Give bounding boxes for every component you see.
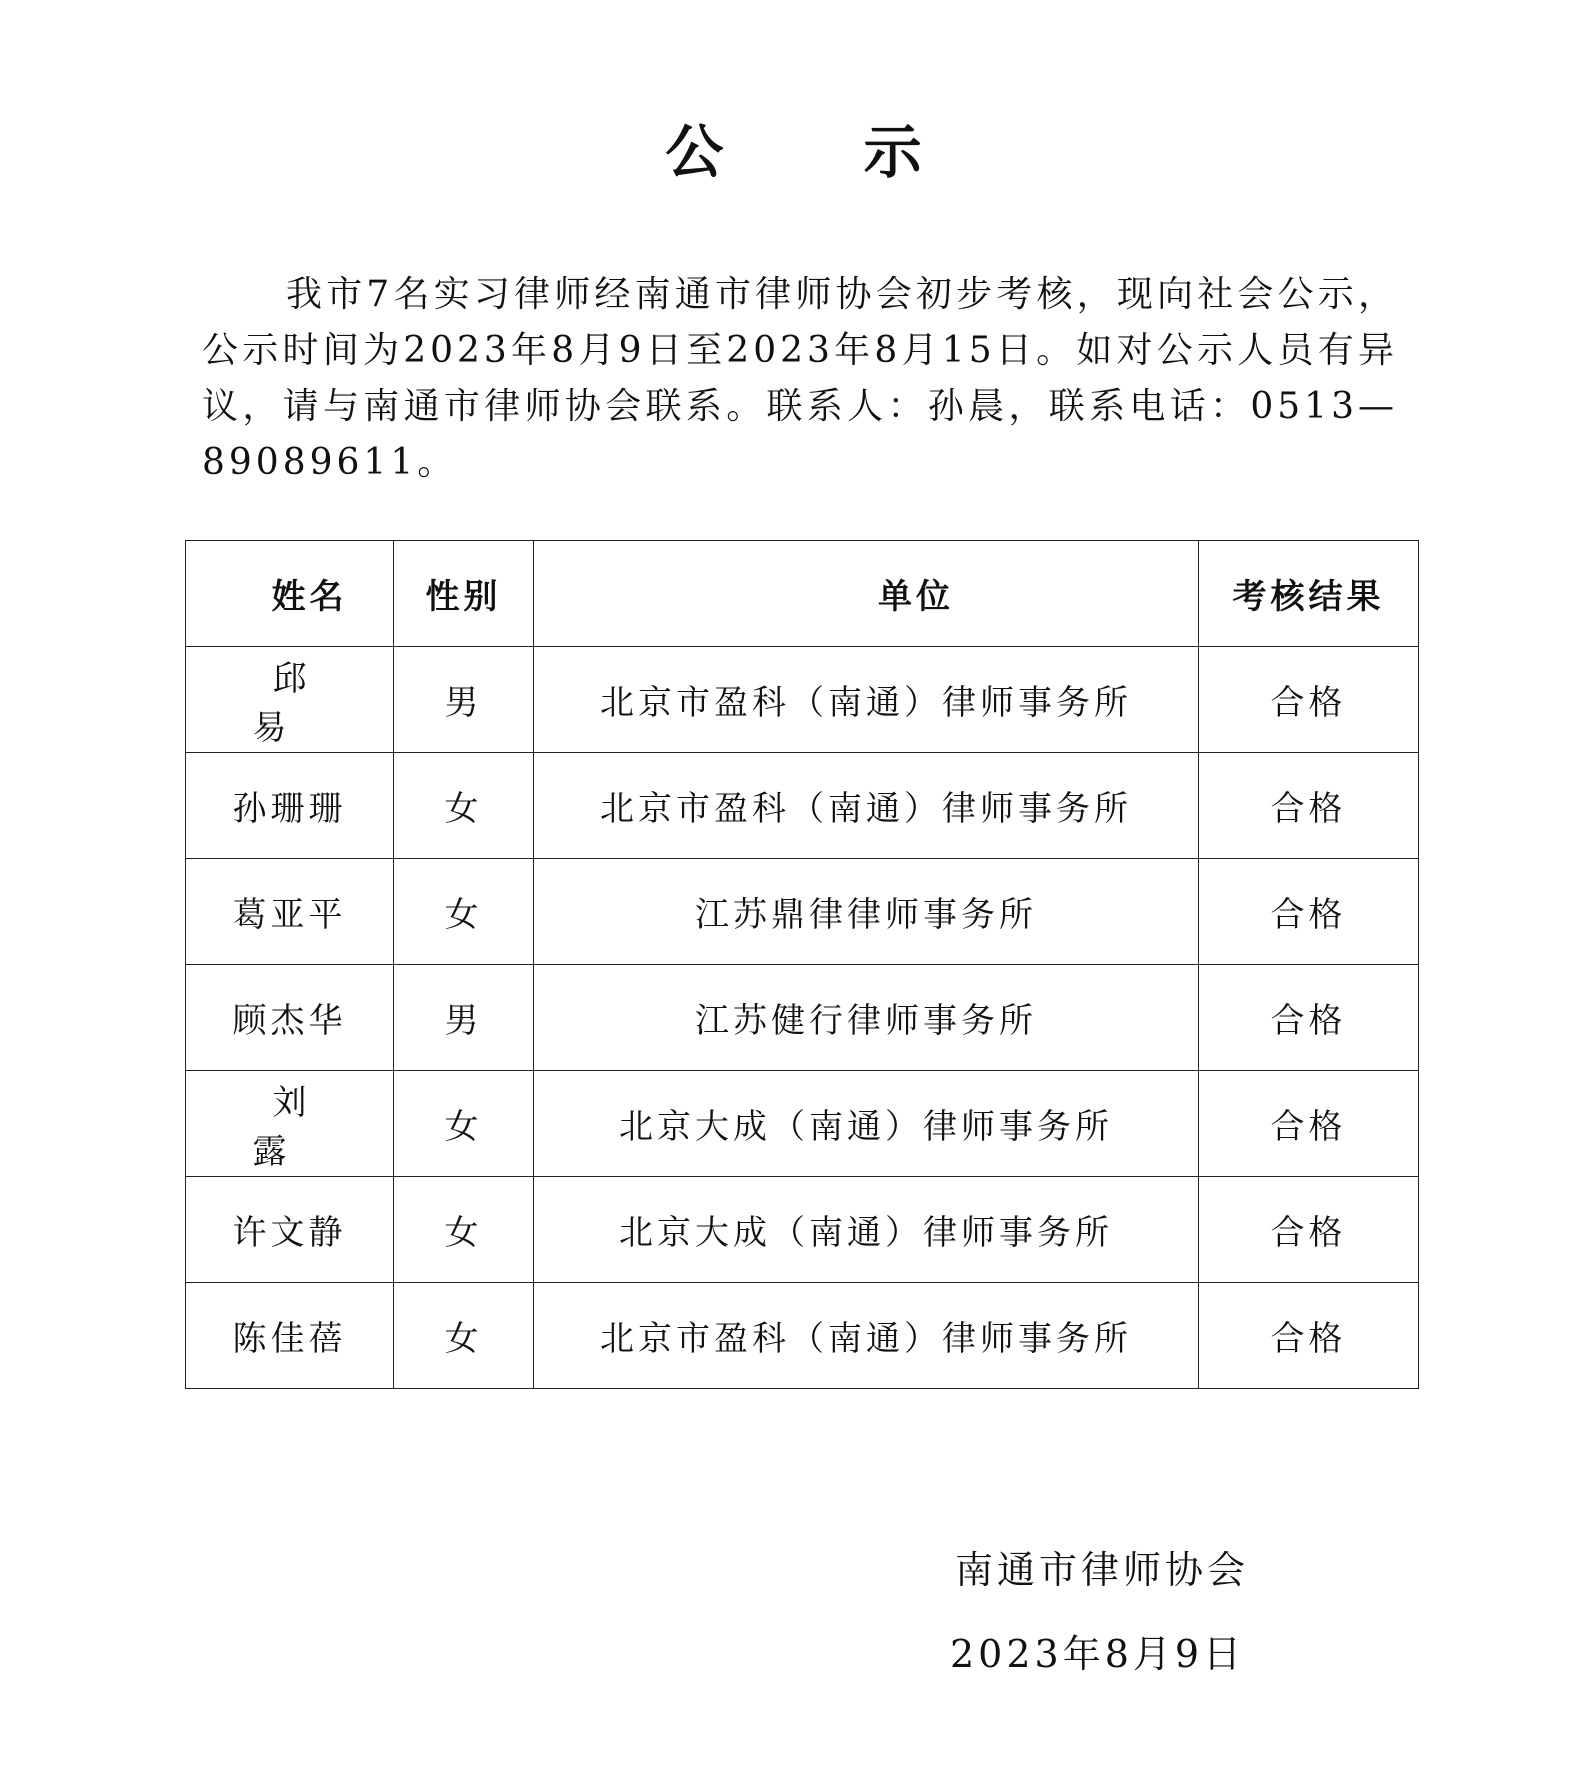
table-row (186, 1283, 1419, 1389)
cell-unit: 北京市盈科（南通）律师事务所 (534, 647, 1199, 753)
cell-gender: 女 (394, 1177, 534, 1283)
cell-unit: 江苏鼎律律师事务所 (534, 859, 1199, 965)
header-gender: 性别 (394, 541, 534, 647)
cell-unit: 江苏健行律师事务所 (534, 965, 1199, 1071)
cell-name: 顾杰华 (186, 965, 394, 1071)
cell-name: 孙珊珊 (186, 753, 394, 859)
cell-result: 合格 (1199, 965, 1419, 1071)
cell-gender: 男 (394, 647, 534, 753)
cell-gender: 女 (394, 1071, 534, 1177)
cell-unit: 北京大成（南通）律师事务所 (534, 1177, 1199, 1283)
cell-unit: 北京市盈科（南通）律师事务所 (534, 753, 1199, 859)
cell-unit: 北京市盈科（南通）律师事务所 (534, 1283, 1199, 1389)
table-row (186, 1071, 1419, 1177)
candidate-table (185, 540, 1419, 1389)
page-title: 公 示 (665, 118, 982, 186)
table-row (186, 859, 1419, 965)
cell-name: 许文静 (186, 1177, 394, 1283)
header-name: 姓名 (186, 541, 394, 647)
cell-gender: 女 (394, 753, 534, 859)
cell-name: 陈佳蓓 (186, 1283, 394, 1389)
header-result: 考核结果 (1199, 541, 1419, 647)
table-row (186, 647, 1419, 753)
cell-result: 合格 (1199, 1071, 1419, 1177)
cell-gender: 男 (394, 965, 534, 1071)
header-unit: 单位 (534, 541, 1199, 647)
table-row (186, 1177, 1419, 1283)
cell-result: 合格 (1199, 1283, 1419, 1389)
cell-result: 合格 (1199, 1177, 1419, 1283)
cell-gender: 女 (394, 1283, 534, 1389)
table-row (186, 753, 1419, 859)
cell-name: 邱 易 (186, 647, 394, 753)
cell-name: 葛亚平 (186, 859, 394, 965)
cell-gender: 女 (394, 859, 534, 965)
table-header-row (186, 541, 1419, 647)
sign-date: 2023年8月9日 (950, 1632, 1246, 1676)
cell-result: 合格 (1199, 859, 1419, 965)
notice-body: 我市7名实习律师经南通市律师协会初步考核，现向社会公示，公示时间为2023年8月9日至2023年8月15日。如对公示人员有异议，请与南通市律师协会联系。联系人：孙晨，联系电话：0513—89089611。 (202, 274, 1398, 483)
cell-result: 合格 (1199, 647, 1419, 753)
table-row (186, 965, 1419, 1071)
cell-name: 刘 露 (186, 1071, 394, 1177)
signer-organization: 南通市律师协会 (955, 1548, 1250, 1592)
cell-result: 合格 (1199, 753, 1419, 859)
cell-unit: 北京大成（南通）律师事务所 (534, 1071, 1199, 1177)
